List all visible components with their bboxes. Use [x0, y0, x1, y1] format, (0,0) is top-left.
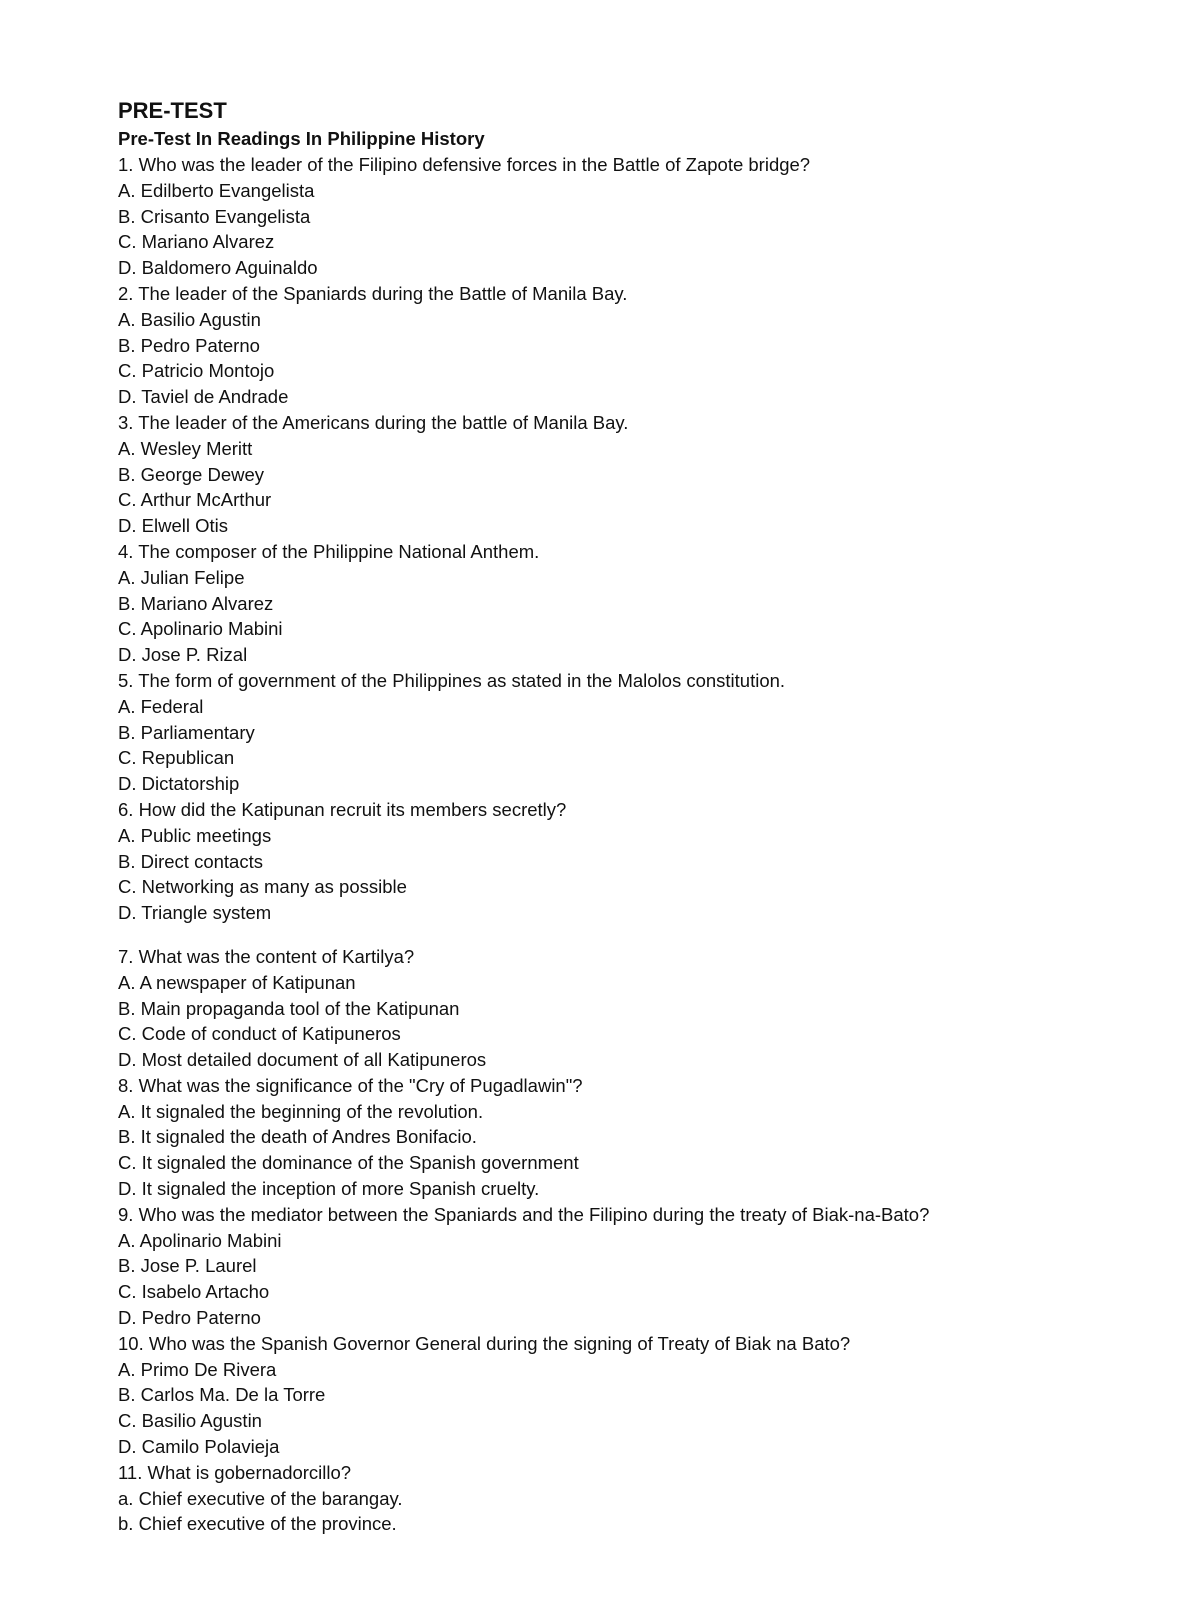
answer-option: C. Code of conduct of Katipuneros	[118, 1023, 401, 1045]
question-text: 8. What was the significance of the "Cry of Pugadlawin"?	[118, 1074, 583, 1096]
answer-option: B. Crisanto Evangelista	[118, 205, 311, 227]
question-text: 9. Who was the mediator between the Spaniards and the Filipino during the treaty of Biak-na-Bato?	[118, 1203, 930, 1225]
answer-option: B. Mariano Alvarez	[118, 592, 274, 614]
answer-option: D. Elwell Otis	[118, 515, 228, 537]
answer-option: B. Carlos Ma. De la Torre	[118, 1384, 326, 1406]
answer-option: C. It signaled the dominance of the Spanish government	[118, 1152, 579, 1174]
answer-option: B. Direct contacts	[118, 850, 263, 872]
answer-option: A. Apolinario Mabini	[118, 1229, 282, 1251]
answer-option: B. George Dewey	[118, 463, 265, 485]
answer-option: C. Isabelo Artacho	[118, 1281, 270, 1303]
question-block	[118, 281, 1118, 410]
answer-option: A. It signaled the beginning of the revolution.	[118, 1100, 484, 1122]
answer-option: B. Pedro Paterno	[118, 334, 260, 356]
question-text: 1. Who was the leader of the Filipino defensive forces in the Battle of Zapote bridge?	[118, 154, 811, 175]
answer-option: B. It signaled the death of Andres Bonifacio.	[118, 1126, 477, 1148]
question-list	[118, 152, 1118, 1537]
answer-option: C. Apolinario Mabini	[118, 618, 283, 640]
answer-option: C. Arthur McArthur	[118, 489, 272, 511]
answer-option: D. Triangle system	[118, 902, 272, 924]
question-block	[118, 410, 1118, 539]
answer-option: C. Patricio Montojo	[118, 360, 275, 382]
question-block	[118, 1331, 1118, 1460]
question-block	[118, 539, 1118, 668]
question-block	[118, 668, 1118, 797]
question-text: 5. The form of government of the Philippines as stated in the Malolos constitution.	[118, 669, 786, 691]
page-title: PRE-TEST	[118, 98, 227, 123]
answer-option: D. Pedro Paterno	[118, 1307, 261, 1329]
question-text: 4. The composer of the Philippine National Anthem.	[118, 540, 540, 562]
answer-option: C. Mariano Alvarez	[118, 231, 275, 253]
answer-option: B. Parliamentary	[118, 721, 255, 743]
document-page	[118, 96, 1118, 1537]
answer-option: A. Public meetings	[118, 824, 272, 846]
answer-option: D. Camilo Polavieja	[118, 1436, 280, 1458]
answer-option: D. Jose P. Rizal	[118, 644, 248, 666]
answer-option: B. Jose P. Laurel	[118, 1255, 257, 1277]
answer-option: B. Main propaganda tool of the Katipunan	[118, 997, 460, 1019]
answer-option: D. Taviel de Andrade	[118, 386, 289, 408]
answer-option: A. Julian Felipe	[118, 566, 245, 588]
question-text: 6. How did the Katipunan recruit its members secretly?	[118, 798, 567, 820]
answer-option: a. Chief executive of the barangay.	[118, 1487, 403, 1509]
question-text: 7. What was the content of Kartilya?	[118, 945, 415, 967]
question-block	[118, 1073, 1118, 1202]
question-text: 11. What is gobernadorcillo?	[118, 1461, 352, 1483]
question-text: 10. Who was the Spanish Governor General during the signing of Treaty of Biak na Bato?	[118, 1332, 851, 1354]
question-block	[118, 1460, 1118, 1537]
question-block	[118, 1202, 1118, 1331]
answer-option: D. It signaled the inception of more Spanish cruelty.	[118, 1178, 540, 1200]
answer-option: D. Dictatorship	[118, 773, 240, 795]
question-block	[118, 152, 1118, 281]
question-block	[118, 944, 1118, 1073]
answer-option: A. Basilio Agustin	[118, 308, 261, 330]
answer-option: C. Networking as many as possible	[118, 876, 407, 898]
answer-option: D. Most detailed document of all Katipuneros	[118, 1049, 487, 1071]
question-text: 3. The leader of the Americans during the battle of Manila Bay.	[118, 411, 629, 433]
answer-option: A. Federal	[118, 695, 204, 717]
page-subtitle: Pre-Test In Readings In Philippine History	[118, 128, 485, 149]
answer-option: A. Edilberto Evangelista	[118, 179, 315, 201]
question-text: 2. The leader of the Spaniards during the Battle of Manila Bay.	[118, 282, 628, 304]
answer-option: A. Primo De Rivera	[118, 1358, 277, 1380]
answer-option: C. Basilio Agustin	[118, 1410, 262, 1432]
answer-option: D. Baldomero Aguinaldo	[118, 257, 318, 279]
answer-option: C. Republican	[118, 747, 235, 769]
answer-option: A. A newspaper of Katipunan	[118, 971, 356, 993]
answer-option: A. Wesley Meritt	[118, 437, 253, 459]
answer-option: b. Chief executive of the province.	[118, 1513, 397, 1535]
question-block	[118, 797, 1118, 926]
